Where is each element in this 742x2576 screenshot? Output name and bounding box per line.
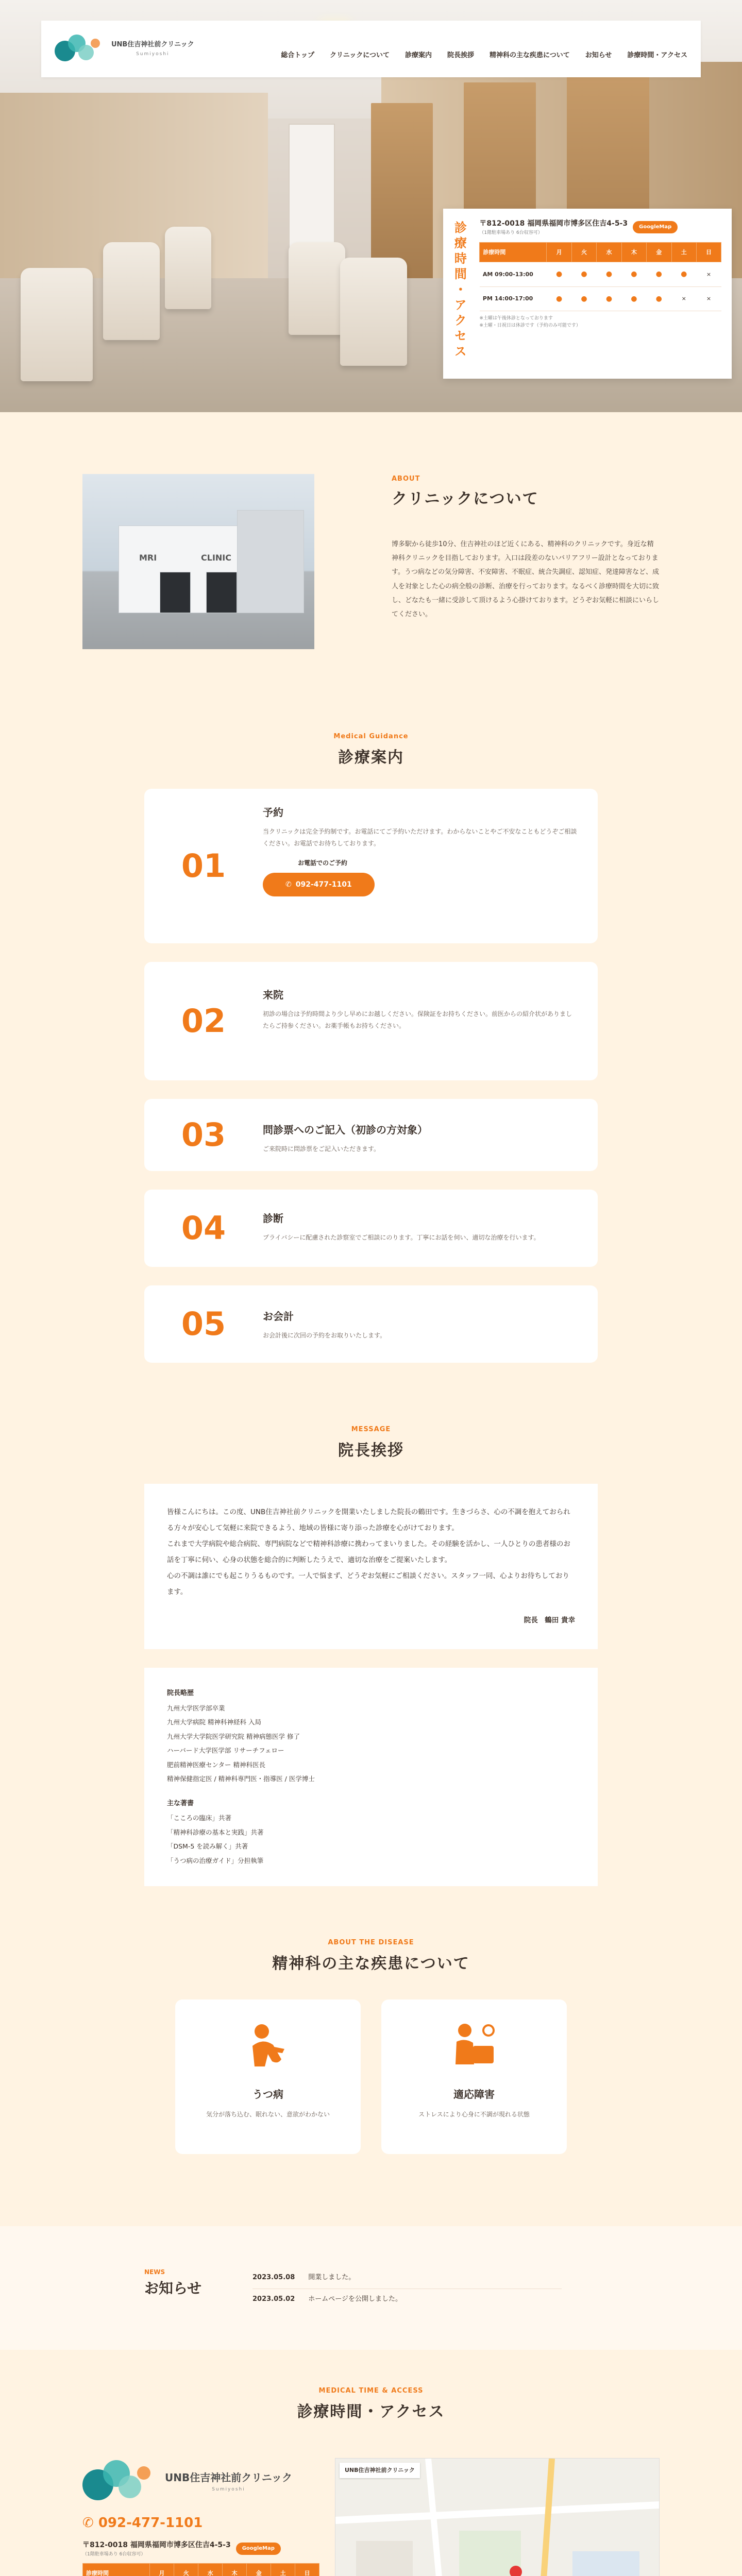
step-number: 01 — [181, 847, 226, 885]
hours-mark: ● — [597, 262, 621, 286]
hours-mark: ● — [597, 286, 621, 311]
hours-head: 火 — [174, 2564, 198, 2576]
message-paragraph: これまで大学病院や総合病院、専門病院などで精神科診療に携わってまいりました。その経験を活かし、一人ひとりの患者様のお話を丁寧に伺い、心身の状態を総合的に判断したうえで、適切な治療をご提案いたします。 — [167, 1539, 570, 1564]
googlemap-button[interactable]: GoogleMap — [633, 221, 678, 233]
hours-note: ※土曜・日祝日は休診です（予約のみ可能です） — [479, 323, 581, 328]
hours-row — [480, 262, 721, 286]
news-text: ホームページを公開しました。 — [308, 2295, 402, 2303]
hours-head: 日 — [696, 242, 721, 262]
guide-step — [144, 1099, 598, 1171]
disease-desc: 気分が落ち込む、眠れない、意欲がわかない — [206, 2110, 330, 2118]
cream-body — [0, 412, 742, 2226]
global-nav — [281, 37, 687, 61]
phone-reserve-button[interactable] — [263, 873, 375, 896]
google-map[interactable] — [335, 2458, 660, 2576]
hours-head: 診療時間 — [480, 242, 547, 262]
hours-head: 木 — [223, 2564, 247, 2576]
hours-mark: ● — [547, 286, 571, 311]
disease-card[interactable] — [381, 1999, 567, 2154]
hero-access-card — [443, 209, 732, 379]
sign-text: MRI — [139, 553, 157, 563]
step-text: 初診の場合は予約時間より少し早めにお越しください。保険証をお持ちください。前医からの紹介状がありましたらご持参ください。お薬手帳もお持ちください。 — [263, 1010, 572, 1029]
hours-head: 土 — [271, 2564, 295, 2576]
bio-item: 九州大学大学院医学研究院 精神病態医学 修了 — [167, 1732, 300, 1740]
bio-item: ハーバード大学医学部 リサーチフェロー — [167, 1747, 284, 1755]
hours-mark: ● — [547, 262, 571, 286]
step-number: 02 — [181, 1002, 226, 1040]
nav-about[interactable]: クリニックについて — [330, 51, 390, 59]
step-number: 05 — [181, 1305, 226, 1343]
works-item: 「こころの臨床」共著 — [167, 1814, 232, 1822]
schedule-logo-text: UNB住吉神社前クリニック — [165, 2471, 293, 2484]
works-item: 「精神科診療の基本と実践」共著 — [167, 1828, 264, 1836]
message-section — [0, 1363, 742, 1938]
schedule-googlemap-button[interactable]: GoogleMap — [236, 2543, 281, 2555]
message-en: MESSAGE — [351, 1425, 391, 1433]
nav-access[interactable]: 診療時間・アクセス — [627, 51, 687, 59]
guide-section — [0, 701, 742, 1363]
logo-mark — [55, 33, 106, 64]
news-date: 2023.05.08 — [252, 2274, 295, 2282]
step-text: プライバシーに配慮された診察室でご相談にのります。丁寧にお話を伺い、適切な治療を行います。 — [263, 1233, 540, 1241]
access-address-sub: （1階駐車場あり 6台収容可） — [479, 230, 543, 236]
hours-mark: ● — [647, 286, 671, 311]
guide-en: Medical Guidance — [333, 733, 409, 740]
sign-text: CLINIC — [201, 553, 231, 563]
message-paragraph: 皆様こんにちは。この度、UNB住吉神社前クリニックを開業いたしました院長の鶴田です。生きづらさ、心の不調を抱えておられる方々が安心して気軽に来院できるよう、地域の皆様に寄り添った診療を心がけております。 — [167, 1507, 570, 1532]
schedule-en: MEDICAL TIME & ACCESS — [318, 2387, 424, 2395]
hours-mark: × — [671, 286, 696, 311]
cta-label: お電話でのご予約 — [298, 859, 348, 867]
hours-head: 火 — [571, 242, 596, 262]
hours-head: 金 — [247, 2564, 271, 2576]
works-title: 主な著書 — [167, 1799, 194, 1807]
hours-note: ※土曜は午後休診となっております — [479, 316, 553, 321]
schedule-phone-number: 092-477-1101 — [98, 2515, 203, 2531]
site-header — [41, 21, 701, 77]
disease-section — [0, 1938, 742, 2226]
hours-head: 金 — [647, 242, 671, 262]
hours-table — [479, 242, 721, 311]
disease-card[interactable] — [175, 1999, 361, 2154]
bio-item: 九州大学医学部卒業 — [167, 1704, 225, 1712]
schedule-address: 〒812-0018 福岡県福岡市博多区住吉4-5-3 — [82, 2540, 231, 2549]
guide-title: 診療案内 — [338, 748, 404, 767]
site-logo[interactable] — [55, 33, 194, 64]
step-title: 予約 — [263, 806, 283, 819]
logo-text: UNB住吉神社前クリニック — [111, 41, 194, 49]
hours-row — [480, 286, 721, 311]
schedule-logo-sub: Sumiyoshi — [212, 2486, 245, 2492]
clinic-exterior-photo — [82, 474, 314, 649]
schedule-address-sub: （1階駐車場あり 6台収容可） — [82, 2552, 146, 2557]
step-title: 診断 — [263, 1212, 283, 1225]
map-label: UNB住吉神社前クリニック — [340, 2463, 420, 2478]
bio-title: 院長略歴 — [167, 1689, 194, 1697]
access-address: 〒812-0018 福岡県福岡市博多区住吉4-5-3 — [479, 219, 628, 228]
hours-mark: ● — [571, 286, 596, 311]
hours-head: 診療時間 — [83, 2564, 150, 2576]
schedule-hours-table — [82, 2563, 319, 2576]
hours-head: 土 — [671, 242, 696, 262]
hours-mark: ● — [621, 262, 646, 286]
nav-guide[interactable]: 診療案内 — [404, 51, 432, 59]
waiting-chair — [21, 268, 93, 381]
news-text: 開業しました。 — [308, 2274, 356, 2282]
schedule-section — [0, 2350, 742, 2576]
hours-mark: ● — [621, 286, 646, 311]
hours-head: 日 — [295, 2564, 319, 2576]
hours-time: AM 09:00-13:00 — [480, 262, 547, 286]
hours-head: 水 — [198, 2564, 223, 2576]
bio-item: 肥前精神医療センター 精神科医長 — [167, 1760, 265, 1769]
schedule-info — [82, 2458, 319, 2576]
hours-mark: × — [696, 286, 721, 311]
message-card — [144, 1484, 598, 1649]
news-item[interactable] — [252, 2289, 562, 2310]
hours-time: PM 14:00-17:00 — [480, 286, 547, 311]
hours-head: 木 — [621, 242, 646, 262]
logo-sub: Sumiyoshi — [136, 52, 170, 57]
news-section — [0, 2226, 742, 2350]
schedule-phone[interactable] — [82, 2513, 319, 2534]
step-number: 04 — [181, 1209, 226, 1247]
schedule-logo — [82, 2458, 319, 2504]
message-paragraph: 心の不調は誰にでも起こりうるものです。一人で悩まず、どうぞお気軽にご相談ください。スタッフ一同、心よりお待ちしております。 — [167, 1571, 569, 1596]
news-en: NEWS — [144, 2268, 165, 2276]
waiting-chair — [289, 242, 345, 335]
nav-message[interactable]: 院長挨拶 — [447, 51, 474, 59]
disease-title: 精神科の主な疾患について — [272, 1954, 470, 1973]
disease-name: うつ病 — [252, 2088, 283, 2100]
hero — [0, 0, 742, 412]
nav-news[interactable]: お知らせ — [585, 51, 612, 59]
guide-step — [144, 962, 598, 1080]
hours-head: 月 — [547, 242, 571, 262]
step-number: 03 — [181, 1116, 226, 1154]
waiting-chair — [165, 227, 211, 309]
disease-en: ABOUT THE DISEASE — [328, 1939, 414, 1947]
waiting-chair — [340, 258, 407, 366]
step-text: ご来院時に問診票をご記入いただきます。 — [263, 1145, 380, 1153]
nav-top[interactable]: 総合トップ — [281, 51, 314, 59]
news-title: お知らせ — [144, 2280, 202, 2297]
about-body: 博多駅から徒歩10分、住吉神社のほど近くにある、精神科のクリニックです。身近な精神科クリニックを目指しております。入口は段差のないバリアフリー設計となっております。うつ病などの気分障害、不安障害、不眠症、統合失調症、認知症、発達障害など、成人を対象とした心の病全般の診断、治療を行っております。なるべく診療時間を大切に致し、どなたも一緒に受診して頂けるよう心掛けております。どうぞお気軽に相談にいらしてください。 — [392, 540, 659, 619]
depression-icon — [237, 2015, 299, 2077]
bio-card — [144, 1668, 598, 1886]
bio-item: 九州大学病院 精神科神経科 入局 — [167, 1718, 261, 1726]
hours-mark: × — [696, 262, 721, 286]
hours-head: 水 — [597, 242, 621, 262]
schedule-title: 診療時間・アクセス — [297, 2402, 445, 2421]
works-item: 「DSM-5 を読み解く」共著 — [167, 1842, 248, 1851]
waiting-chair — [103, 242, 160, 340]
phone-icon: ✆ — [285, 880, 292, 889]
guide-step — [144, 1285, 598, 1363]
phone-number: 092-477-1101 — [295, 880, 352, 889]
step-text: お会計後に次回の予約をお取りいたします。 — [263, 1331, 386, 1339]
director-sign: 院長 鶴田 貴幸 — [524, 1616, 575, 1624]
step-title: 問診票へのご記入（初診の方対象） — [263, 1123, 428, 1136]
access-vertical-label: 診療時間・アクセス — [452, 221, 467, 360]
hours-mark: ● — [647, 262, 671, 286]
adjustment-disorder-icon — [443, 2015, 505, 2077]
hours-mark: ● — [671, 262, 696, 286]
message-title: 院長挨拶 — [338, 1441, 404, 1460]
step-title: お会計 — [263, 1310, 294, 1323]
guide-step — [144, 789, 598, 943]
about-en: ABOUT — [392, 475, 420, 483]
news-date: 2023.05.02 — [252, 2295, 295, 2303]
nav-disease[interactable]: 精神科の主な疾患について — [490, 51, 570, 59]
about-title: クリニックについて — [392, 489, 539, 508]
disease-name: 適応障害 — [453, 2088, 495, 2100]
works-item: 「うつ病の治療ガイド」分担執筆 — [167, 1856, 264, 1865]
disease-desc: ストレスにより心身に不調が現れる状態 — [418, 2110, 530, 2118]
step-text: 当クリニックは完全予約制です。お電話にてご予約いただけます。わからないことやご不安なこともどうぞご相談ください。お電話でお待ちしております。 — [263, 827, 577, 847]
step-title: 来院 — [263, 988, 283, 1001]
news-item[interactable] — [252, 2267, 562, 2289]
guide-step — [144, 1190, 598, 1267]
hours-head: 月 — [150, 2564, 174, 2576]
about-section — [0, 412, 742, 701]
hours-mark: ● — [571, 262, 596, 286]
bio-item: 精神保健指定医 / 精神科専門医・指導医 / 医学博士 — [167, 1775, 315, 1783]
phone-icon: ✆ — [82, 2515, 98, 2531]
